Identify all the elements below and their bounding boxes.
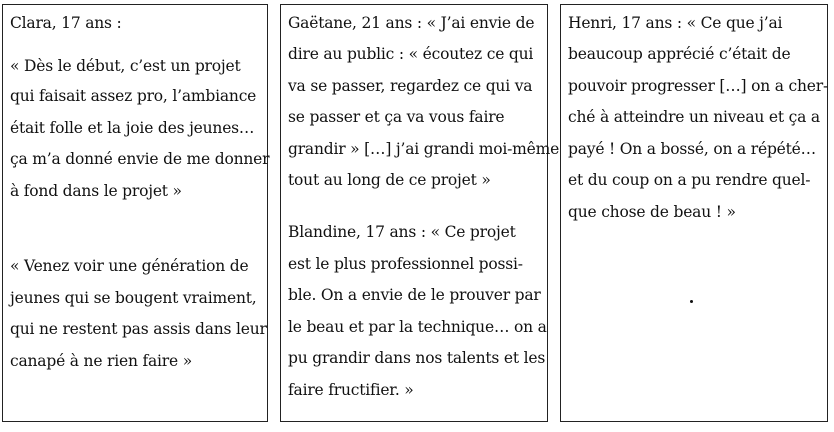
quote-line: grandir » […] j’ai grandi moi-même — [288, 140, 560, 158]
quote-line: qui ne restent pas assis dans leur — [10, 320, 267, 338]
quote-line: ché à atteindre un niveau et ça a — [568, 108, 820, 126]
testimonial-card-gaetane-blandine — [280, 4, 560, 422]
quote-line: que chose de beau ! » — [568, 203, 736, 221]
testimonial-card-clara — [2, 4, 268, 422]
quote-line: tout au long de ce projet » — [288, 171, 491, 189]
quote-line: jeunes qui se bougent vraiment, — [10, 289, 257, 307]
quote-line: à fond dans le projet » — [10, 182, 182, 200]
quote-line: le beau et par la technique… on a — [288, 318, 547, 336]
speaker-label: Clara, 17 ans : — [10, 14, 122, 32]
quote-line: va se passer, regardez ce qui va — [288, 77, 533, 95]
quote-line: canapé à ne rien faire » — [10, 352, 192, 370]
quote-line: dire au public : « écoutez ce qui — [288, 45, 534, 63]
quote-line: payé ! On a bossé, on a répété… — [568, 140, 816, 158]
quote-line: « Venez voir une génération de — [10, 257, 249, 275]
quote-line: Gaëtane, 21 ans : « J’ai envie de — [288, 14, 535, 32]
quote-line: ça m’a donné envie de me donner — [10, 150, 270, 168]
testimonial-card-henri — [560, 4, 828, 422]
quote-line: beaucoup apprécié c’était de — [568, 45, 791, 63]
quote-line: « Dès le début, c’est un projet — [10, 57, 241, 75]
quote-line: était folle et la joie des jeunes… — [10, 119, 255, 137]
quote-line: Henri, 17 ans : « Ce que j’ai — [568, 14, 783, 32]
quote-line: qui faisait assez pro, l’ambiance — [10, 87, 257, 105]
quote-line: pu grandir dans nos talents et les — [288, 349, 546, 367]
quote-line: Blandine, 17 ans : « Ce projet — [288, 223, 516, 241]
quote-line: se passer et ça va vous faire — [288, 108, 505, 126]
quote-line: faire fructifier. » — [288, 381, 414, 399]
quote-line: ble. On a envie de le prouver par — [288, 286, 541, 304]
quote-line: est le plus professionnel possi- — [288, 255, 523, 273]
quote-line: pouvoir progresser […] on a cher- — [568, 77, 829, 95]
quote-line: et du coup on a pu rendre quel- — [568, 171, 811, 189]
stray-dot — [690, 300, 693, 303]
